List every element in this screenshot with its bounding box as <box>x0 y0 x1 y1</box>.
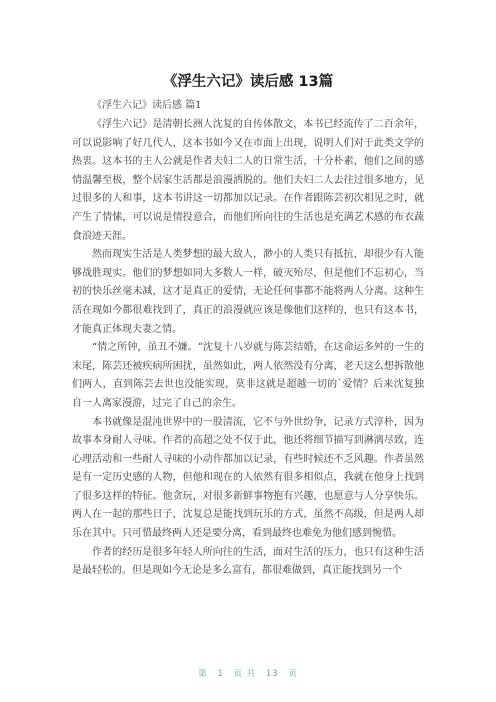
paragraph: 作者的经历是很多年轻人所向往的生活，面对生活的压力，也只有这种生活是最轻松的。但是现如今无论是多么富有，都很难做到，真正能找到另一个 <box>72 546 424 577</box>
paragraph: 本书就像是混沌世界中的一股清流，它不与外世纷争，记录方式淳朴，因为故事本身耐人寻味。作者的高超之处不仅于此，他还将细节描写到淋漓尽致，连心理活动和一些耐人寻味的小动作都加以记录，有些时候还不乏风趣。作者虽然是有一定历史感的人物，但他和现在的人依然有很多相似点，我就在他身上找到了很多这样的特征。他贪玩，对很多新鲜事物抱有兴趣，也愿意与人分享快乐。两人在一起的那些日子，沈复总是能找到玩乐的方式，虽然不高级，但是两人却乐在其中。只可惜最终两人还是要分离，看到最终也难免为他们感到惋惜。 <box>72 416 424 540</box>
document-title: 《浮生六记》读后感 13篇 <box>162 74 334 90</box>
section-heading: 《浮生六记》读后感 篇1 <box>92 100 202 111</box>
paragraph: 然而现实生活是人类梦想的最大敌人，渺小的人类只有抵抗，却很少有人能够战胜现实。他们的梦想如同大多数人一样，破灭殆尽，但是他们不忘初心，当初的快乐丝毫未减，这才是真正的爱情，无论任何事都不能将两人分离。这种生活在现如今都很难找到了，真正的浪漫就应该是像他们这样的，也只有这本书，才能真正体现夫妻之情。 <box>72 249 424 335</box>
footer-page-number: 1 <box>217 669 224 679</box>
footer-prefix: 第 <box>198 669 208 679</box>
paragraph: 《浮生六记》是清朝长洲人沈复的自传体散文，本书已经流传了二百余年，可以说影响了好几代人，这本书如今又在市面上出现，说明人们对于此类文学的热衷。这本书的主人公就是作者夫妇二人的日常生活，十分朴素，他们之间的感情温馨至极，整个居家生活都是浪漫洒脱的。他们夫妇二人去往过很多地方，见过很多的人和事，这本书讲这一切都加以记录。在作者跟陈芸初次相见之时，就产生了情愫，可以说是情投意合，而他们所向往的生活也是充满艺术感的布衣蔬食浪迹天涯。 <box>72 119 424 242</box>
paragraph: “情之所钟，虽丑不嫌。“沈复十八岁就与陈芸结婚，在这命运多舛的一生的末尾，陈芸还被疾病所困扰，虽然如此，两人依然没有分离，老天这么想拆散他们两人，直到陈芸去世也没能实现，莫非这就是超越一切的`爱情？后来沈复独自一人离家漫游，过完了自己的余生。 <box>72 342 424 409</box>
page-footer <box>0 667 496 679</box>
document-body <box>72 97 424 581</box>
footer-mid: 页 共 <box>233 669 257 679</box>
footer-suffix: 页 <box>288 669 298 679</box>
footer-total-pages: 13 <box>265 669 279 679</box>
